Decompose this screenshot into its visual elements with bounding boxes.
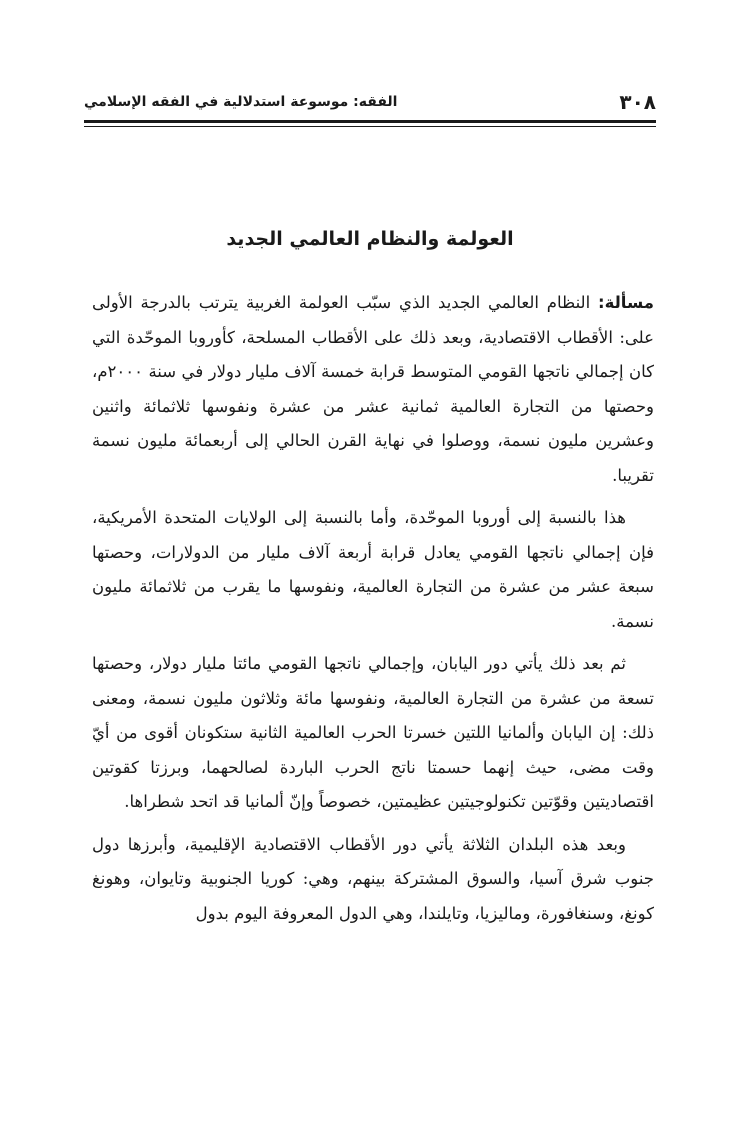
paragraph-text: النظام العالمي الجديد الذي سبّب العولمة الغربية يترتب بالدرجة الأولى على: الأقطاب الاقتصادية، وبعد ذلك على الأقطاب المسلحة، كأوروبا الموحّدة التي كان إجمالي ناتجها القومي المتوسط قرابة خمسة آلاف مليار دولار في سنة ٢٠٠٠م، وحصتها من التجارة العالمية ثمانية عشر من عشرة ونفوسها ثلاثمائة واثنين وعشرين مليون نسمة، ووصلوا في نهاية القرن الحالي إلى أربعمائة مليون نسمة تقريبا. bbox=[92, 293, 654, 485]
section-title: العولمة والنظام العالمي الجديد bbox=[226, 228, 514, 250]
paragraph-1 bbox=[92, 286, 654, 493]
paragraph-2: هذا بالنسبة إلى أوروبا الموحّدة، وأما بالنسبة إلى الولايات المتحدة الأمريكية، فإن إجمالي ناتجها القومي يعادل قرابة أربعة آلاف مليار من الدولارات، وحصتها سبعة عشر من عشرة من التجارة العالمية، ونفوسها ما يقرب من ثلاثمائة مليون نسمة. bbox=[92, 508, 654, 631]
page-number: ٣٠٨ bbox=[619, 90, 656, 114]
paragraph-lead: مسألة: bbox=[597, 293, 654, 312]
running-title: الفقه: موسوعة استدلالية في الفقه الإسلامي bbox=[84, 94, 398, 110]
page-header bbox=[84, 88, 656, 116]
body-text bbox=[92, 286, 654, 931]
header-rule-thick bbox=[84, 120, 656, 123]
paragraph-3: ثم بعد ذلك يأتي دور اليابان، وإجمالي ناتجها القومي مائتا مليار دولار، وحصتها تسعة من عشرة من التجارة العالمية، ونفوسها مائة وثلاثون مليون نسمة، ومعنى ذلك: إن اليابان وألمانيا اللتين خسرتا الحرب العالمية الثانية ستكونان أقوى من أيّ وقت مضى، حيث إنهما حسمتا ناتج الحرب الباردة لصالحهما، وبرزتا كقوتين اقتصاديتين وقوّتين تكنولوجيتين عظيمتين، خصوصاً وإنّ ألمانيا قد اتحد شطراها. bbox=[92, 654, 654, 811]
header-rule-thin bbox=[84, 126, 656, 127]
paragraph-4: وبعد هذه البلدان الثلاثة يأتي دور الأقطاب الاقتصادية الإقليمية، وأبرزها دول جنوب شرق آسيا، والسوق المشتركة بينهم، وهي: كوريا الجنوبية وتايوان، وهونغ كونغ، وسنغافورة، وماليزيا، وتايلندا، وهي الدول المعروفة اليوم بدول bbox=[92, 834, 654, 923]
